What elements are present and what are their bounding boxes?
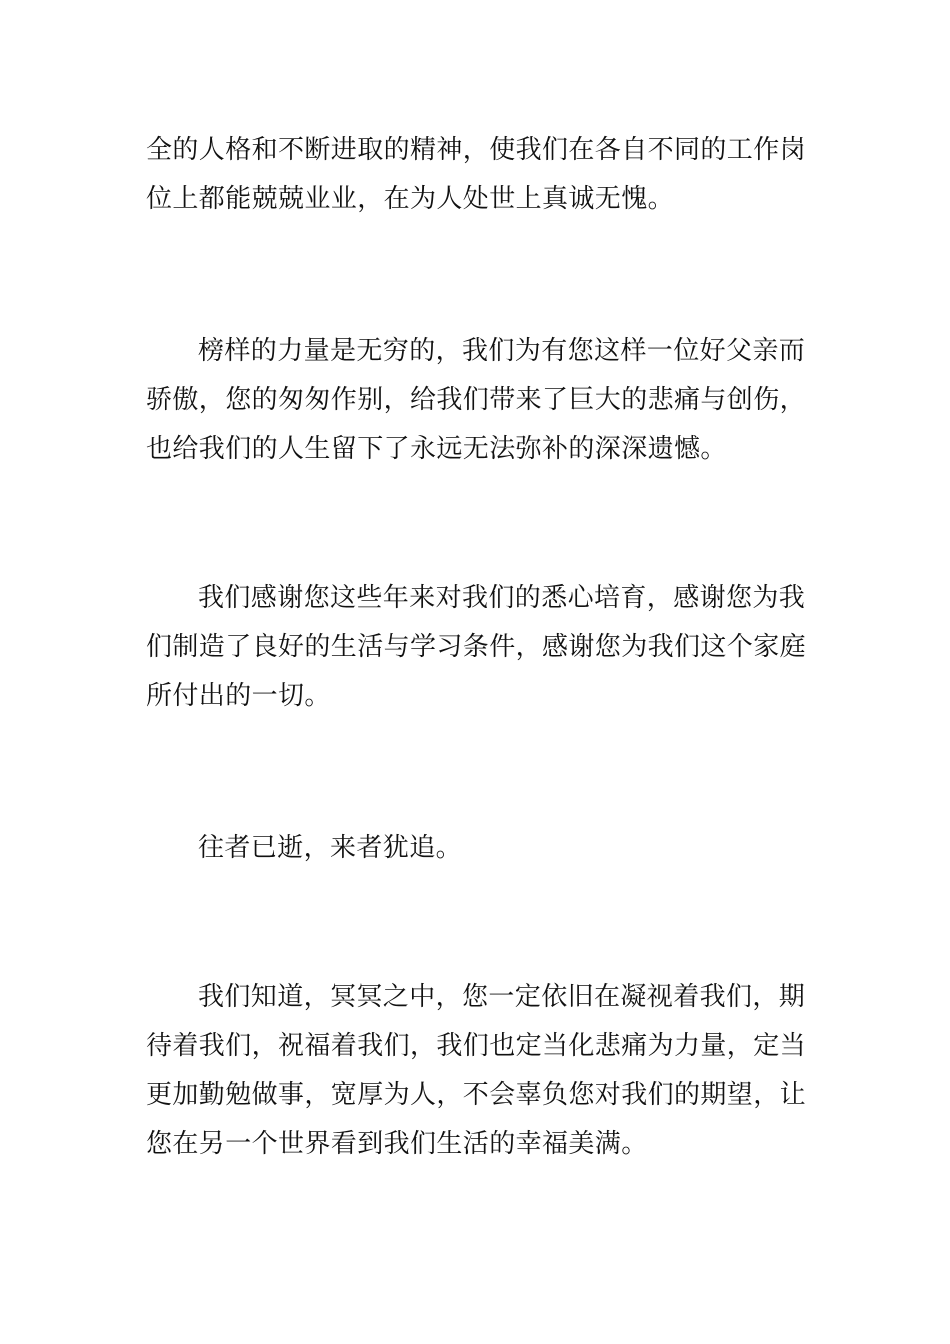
paragraph-past-future: 往者已逝，来者犹追。 bbox=[198, 833, 463, 863]
paragraph-promise: 我们知道，冥冥之中，您一定依旧在凝视着我们，期待着我们，祝福着我们，我们也定当化悲痛为力量，定当更加勤勉做事，宽厚为人，不会辜负您对我们的期望，让您在另一个世界看到我们生活的幸福美满。 bbox=[146, 982, 807, 1159]
paragraph-gratitude: 我们感谢您这些年来对我们的悉心培育，感谢您为我们制造了良好的生活与学习条件，感谢您为我们这个家庭所付出的一切。 bbox=[146, 583, 807, 711]
paragraph-role-model: 榜样的力量是无穷的，我们为有您这样一位好父亲而骄傲，您的匆匆作别，给我们带来了巨大的悲痛与创伤，也给我们的人生留下了永远无法弥补的深深遗憾。 bbox=[146, 336, 807, 464]
paragraph-continuation: 全的人格和不断进取的精神，使我们在各自不同的工作岗位上都能兢兢业业，在为人处世上真诚无愧。 bbox=[146, 135, 807, 214]
